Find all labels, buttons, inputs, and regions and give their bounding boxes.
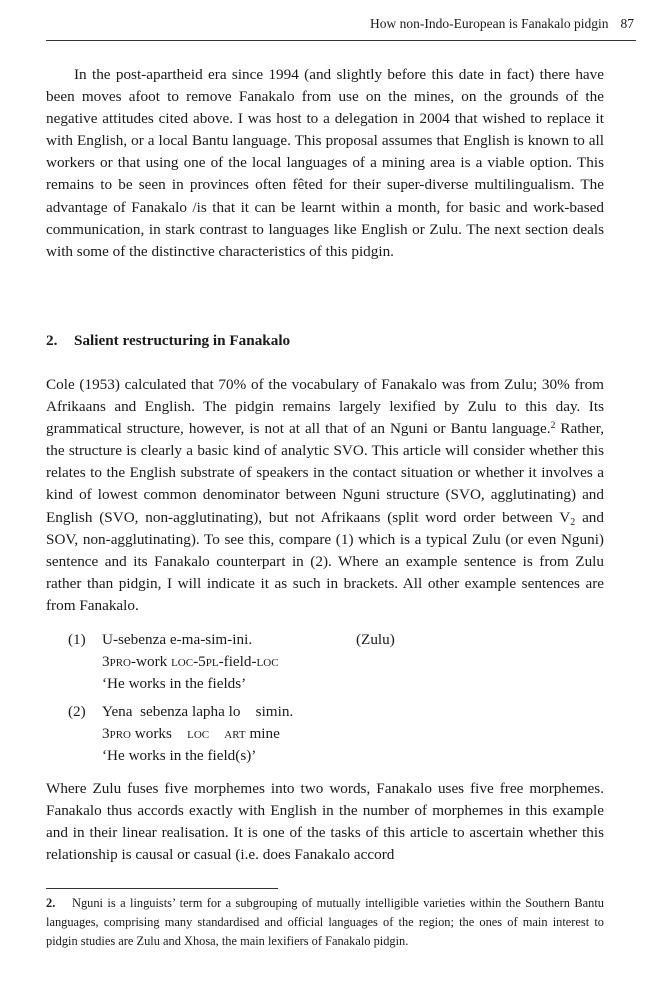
- example-translation: ‘He works in the fields’: [102, 675, 247, 693]
- footnote: [46, 894, 604, 950]
- example-1-source-line: [68, 629, 588, 651]
- example-number: (1): [68, 631, 86, 648]
- footnote-text: Nguni is a linguists’ term for a subgrouping of mutually intelligible varieties within the Southern Bantu languages, comprising many standardised and official languages of the region; the ones of main interest to pidgin studies are Zulu and Xhosa, the main lexifiers of Fanakalo pidgin.: [46, 896, 604, 948]
- example-gloss: 3pro works loc art mine: [102, 725, 280, 743]
- example-2-gloss-line: [68, 723, 588, 745]
- paragraph-cole-part-2: Rather, the structure is clearly a basic kind of analytic SVO. This article will consider whether this relates to the English substrate of speakers in the contact situation or whether it involves a kind of lowest common denominator between Nguni structure (SVO, agglutinating) and English (SVO, non-agglutinating), but not Afrikaans (split word order between V: [46, 420, 605, 526]
- example-gloss: 3pro-work loc-5pl-field-loc: [102, 653, 279, 671]
- paragraph-cole-part-1: Cole (1953) calculated that 70% of the vocabulary of Fanakalo was from Zulu; 30% from Afrikaans and English. The pidgin remains largely lexified by Zulu to this day. Its grammatical structure, however, is not at all that of an Nguni or Bantu language.: [46, 376, 604, 438]
- example-source-text: Yena sebenza lapha lo simin.: [102, 703, 294, 720]
- footnote-reference: 2: [550, 421, 556, 432]
- paragraph-post-apartheid: In the post-apartheid era since 1994 (and slightly before this date in fact) there have been moves afoot to remove Fanakalo from use on the mines, on the grounds of the negative attitudes cited above. I was host to a delegation in 2004 that wished to replace it with English, or a local Bantu language. This proposal assumes that English is known to all workers or that using one of the local languages of a mining area is a viable option. This remains to be seen in provinces often fêted for their super-diverse multilingualism. The advantage of Fanakalo /is that it can be learnt within a month, for basic and work-based communication, in stark contrast to languages like English or Zulu. The next section deals with some of the distinctive characteristics of this pidgin.: [46, 66, 604, 260]
- page-number: 87: [620, 16, 634, 31]
- example-number: (2): [68, 703, 86, 720]
- running-title: How non-Indo-European is Fanakalo pidgin: [370, 16, 609, 31]
- example-2-translation-line: [68, 745, 588, 767]
- example-source-text: U-sebenza e-ma-sim-ini.: [102, 631, 253, 648]
- example-translation: ‘He works in the field(s)’: [102, 747, 257, 765]
- section-number: 2.: [46, 332, 58, 349]
- example-1-gloss-line: [68, 651, 588, 673]
- example-2-source-line: [68, 701, 588, 723]
- paragraph-zulu-fuses: Where Zulu fuses five morphemes into two words, Fanakalo uses five free morphemes. Fanakalo thus accords exactly with English in the number of morphemes in this example and in their linear realisation. It is one of the tasks of this article to ascertain whether this relationship is causal or casual (i.e. does Fanakalo accord: [46, 780, 604, 864]
- paragraph-cole-part-3: and SOV, non-agglutinating). To see this, compare (1) which is a typical Zulu (or even Nguni) sentence and its Fanakalo counterpart in (2). Where an example sentence is from Zulu rather than pidgin, I will indicate it as such in brackets. All other example sentences are from Fanakalo.: [46, 508, 604, 614]
- example-1: [68, 629, 588, 695]
- example-2: [68, 701, 588, 767]
- v2-subscript: 2: [570, 516, 576, 528]
- header-rule: [46, 40, 636, 41]
- running-header: [46, 14, 634, 34]
- footnote-mark: 2.: [46, 896, 56, 910]
- paragraph-cole: [46, 374, 604, 617]
- section-heading: [46, 330, 290, 352]
- footnote-rule: [46, 888, 278, 889]
- example-1-translation-line: [68, 673, 588, 695]
- section-title: Salient restructuring in Fanakalo: [74, 332, 291, 349]
- example-language-label: (Zulu): [356, 631, 395, 648]
